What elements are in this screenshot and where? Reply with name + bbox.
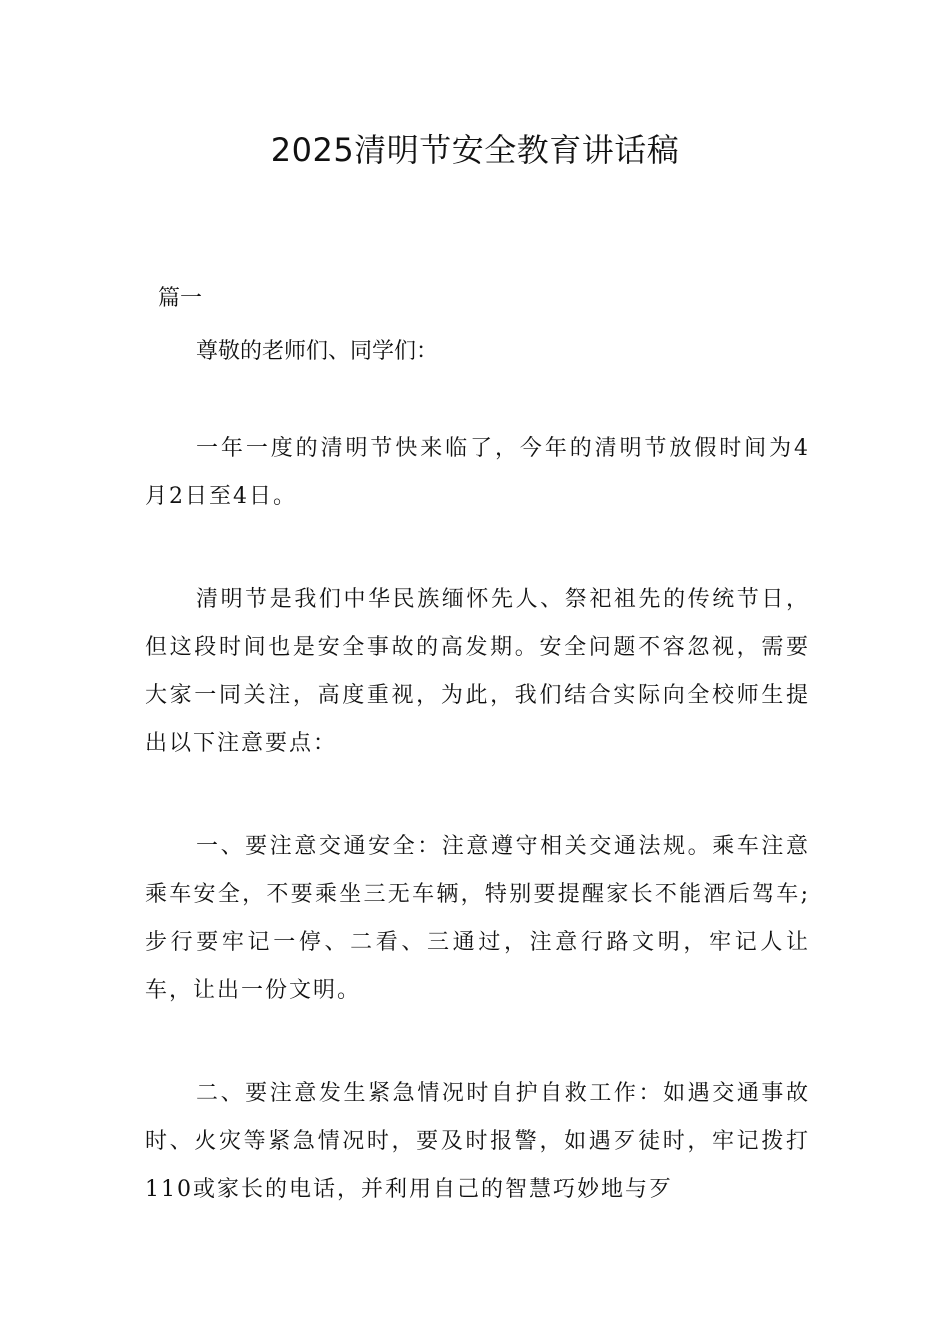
section-label: 篇一 [158,286,203,311]
paragraph-emergency-self-protection: 二、要注意发生紧急情况时自护自救工作：如遇交通事故时、火灾等紧急情况时，要及时报警，如遇歹徒时，牢记拨打110或家长的电话，并利用自己的智慧巧妙地与歹 [145,1081,810,1202]
document-title: 2025清明节安全教育讲话稿 [270,131,680,169]
paragraph-traffic-safety: 一、要注意交通安全：注意遵守相关交通法规。乘车注意乘车安全，不要乘坐三无车辆，特别要提醒家长不能酒后驾车;步行要牢记一停、二看、三通过，注意行路文明，牢记人让车，让出一份文明。 [145,834,810,1003]
paragraph-holiday-dates: 一年一度的清明节快来临了，今年的清明节放假时间为4月2日至4日。 [145,436,810,509]
paragraph-intro: 清明节是我们中华民族缅怀先人、祭祀祖先的传统节日，但这段时间也是安全事故的高发期。安全问题不容忽视，需要大家一同关注，高度重视，为此，我们结合实际向全校师生提出以下注意要点： [145,587,810,756]
greeting-line: 尊敬的老师们、同学们： [196,339,439,364]
